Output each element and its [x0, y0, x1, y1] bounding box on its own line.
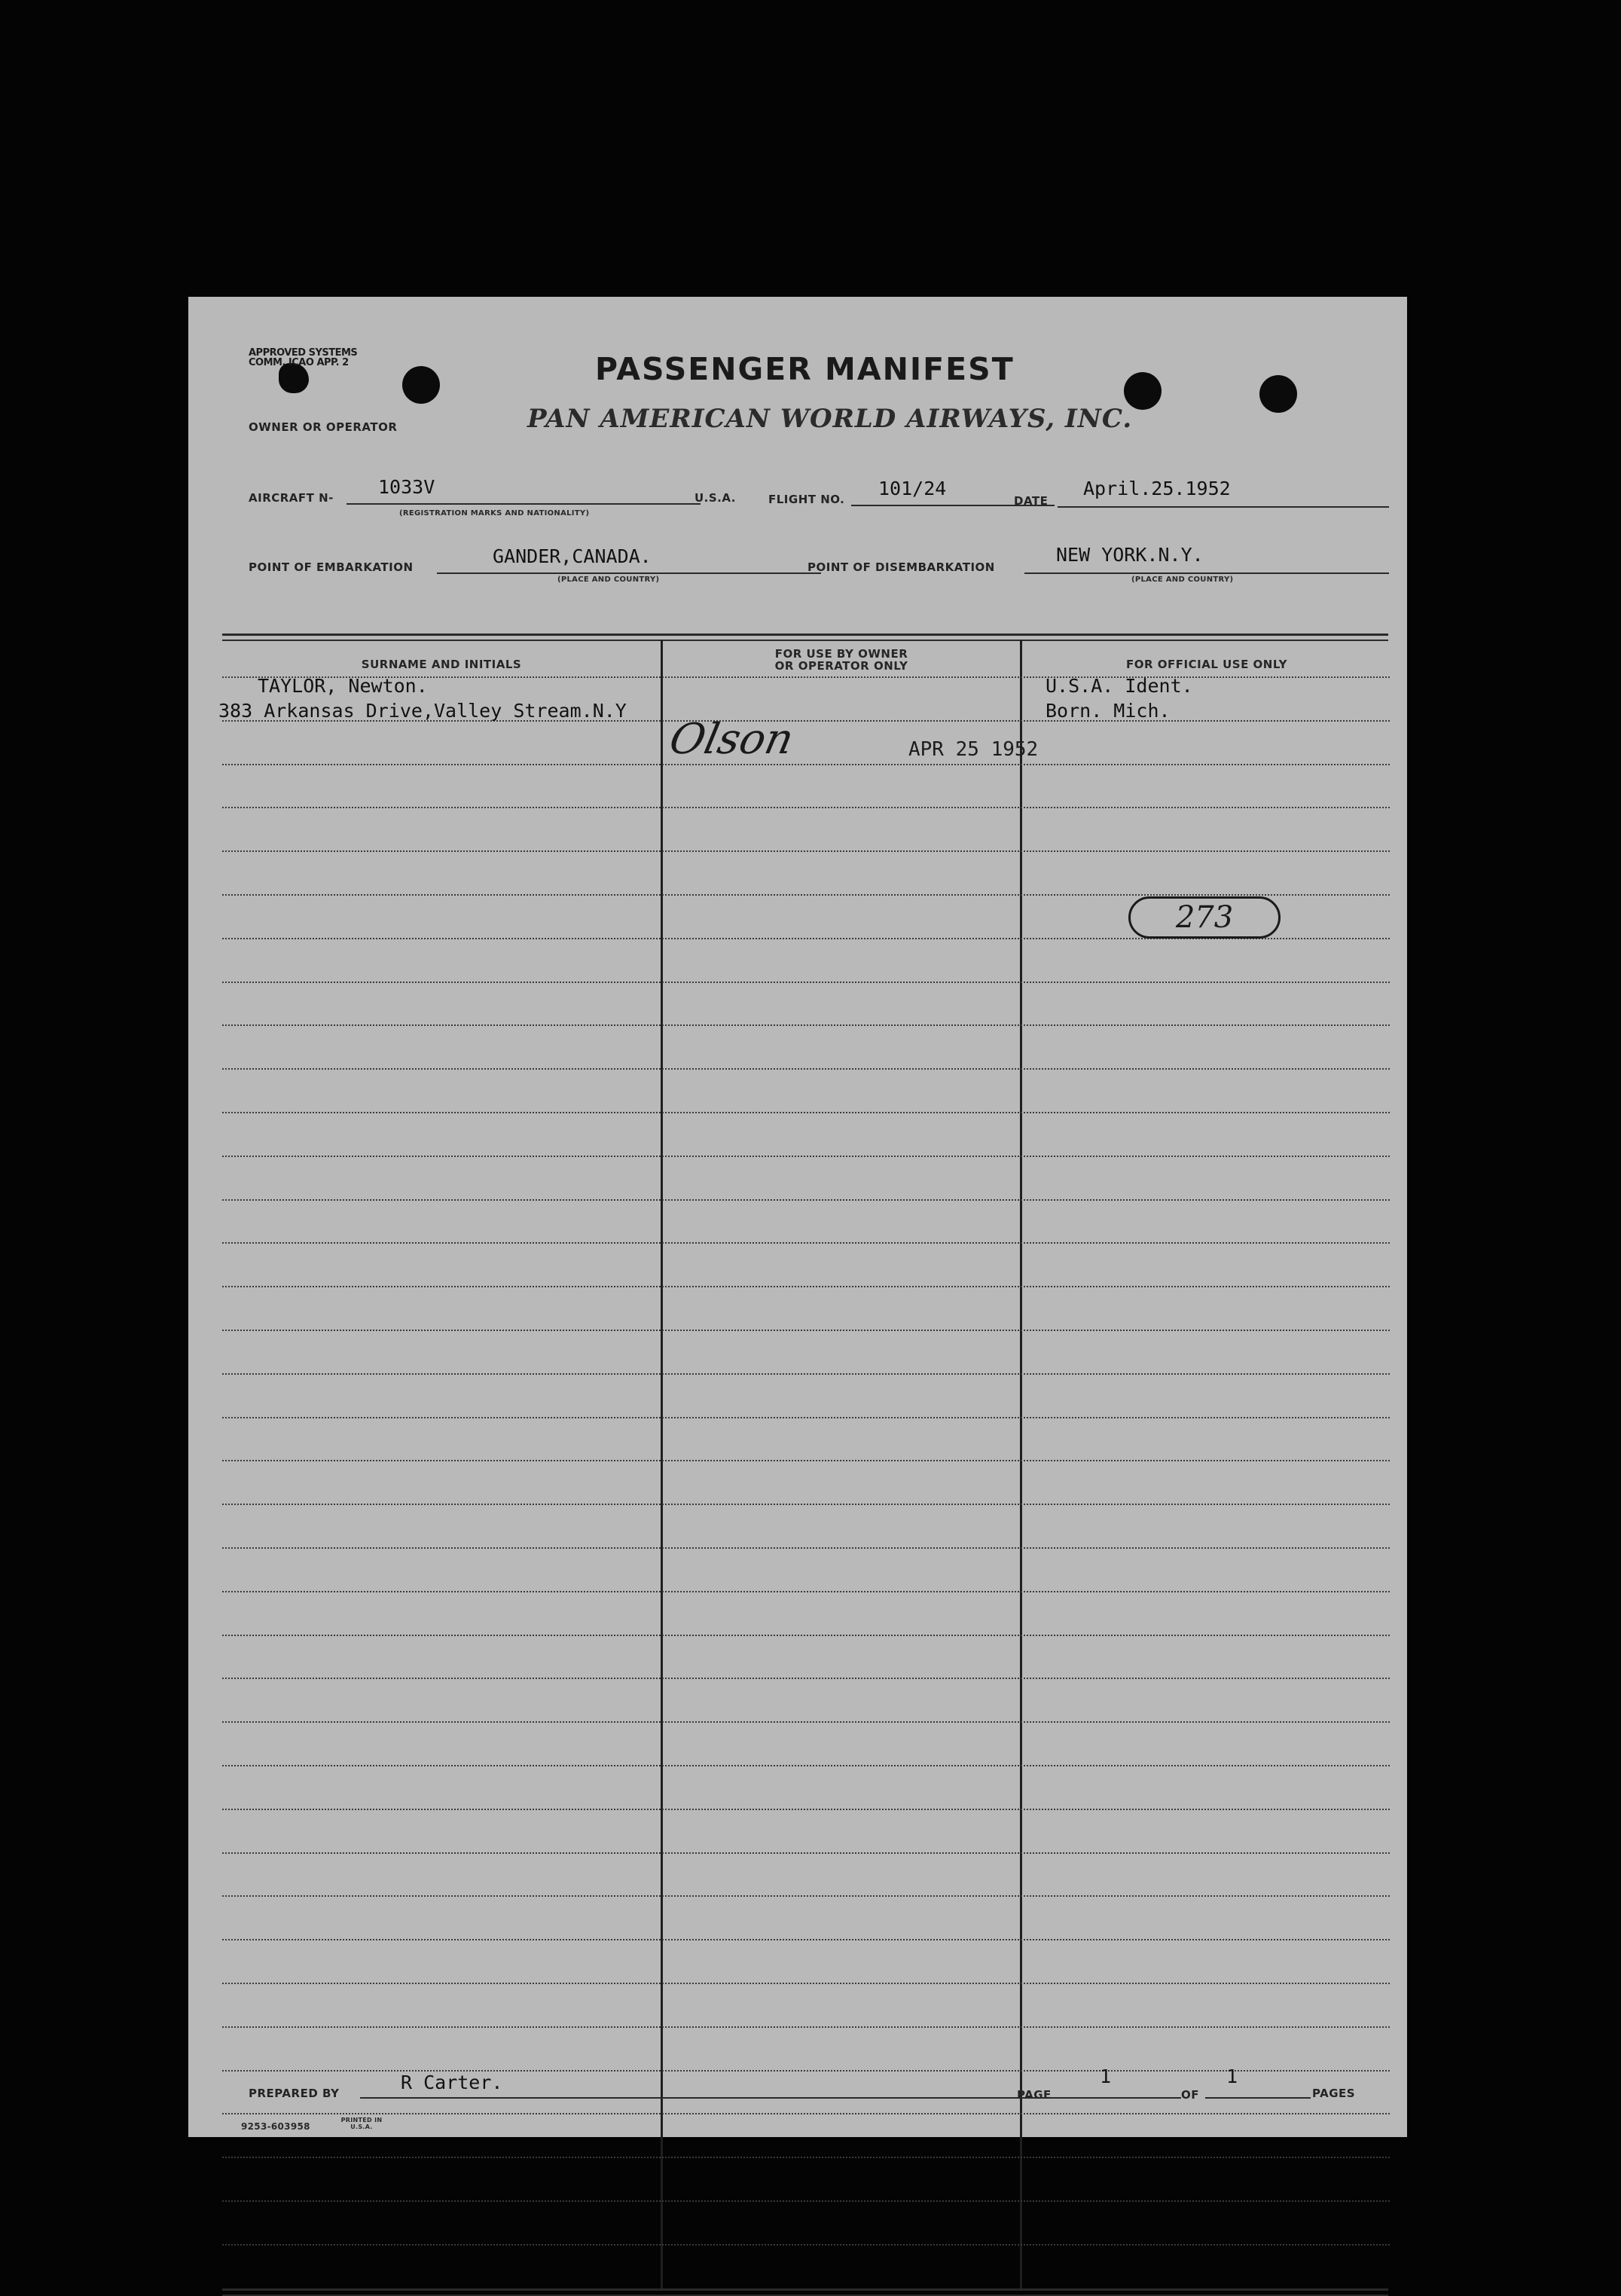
- disembark-value: NEW YORK.N.Y.: [1056, 544, 1204, 566]
- row-rule: [222, 1068, 1390, 1070]
- passenger-name: TAYLOR, Newton.: [258, 675, 428, 697]
- embark-value: GANDER,CANADA.: [493, 545, 652, 567]
- date-stamp: APR 25 1952: [908, 738, 1039, 761]
- embark-place-caption: (PLACE AND COUNTRY): [557, 576, 660, 584]
- pages-label: PAGES: [1312, 2087, 1356, 2100]
- of-value: 1: [1226, 2065, 1238, 2087]
- disembark-label: POINT OF DISEMBARKATION: [807, 560, 995, 574]
- row-rule: [222, 1591, 1390, 1592]
- row-rule: [222, 2200, 1390, 2202]
- row-rule: [222, 1809, 1390, 1810]
- row-rule: [222, 1460, 1390, 1461]
- row-rule: [222, 1242, 1390, 1244]
- column-divider: [661, 640, 663, 2290]
- disembark-place-caption: (PLACE AND COUNTRY): [1131, 576, 1234, 584]
- owner-signature: Olson: [665, 715, 798, 764]
- row-rule: [222, 1156, 1390, 1157]
- col-header-surname: SURNAME AND INITIALS: [361, 658, 522, 671]
- page-underline: [1061, 2097, 1181, 2099]
- row-rule: [222, 1199, 1390, 1201]
- page-label: PAGE: [1017, 2088, 1052, 2102]
- row-rule: [222, 1635, 1390, 1636]
- of-label: OF: [1181, 2088, 1199, 2102]
- flight-label: FLIGHT NO.: [768, 493, 845, 506]
- row-rule: [222, 1112, 1390, 1113]
- row-rule: [222, 1983, 1390, 1984]
- row-rule: [222, 1721, 1390, 1723]
- row-rule: [222, 894, 1390, 896]
- official-born: Born. Mich.: [1046, 700, 1171, 722]
- circled-number: [1128, 896, 1281, 939]
- col-header-owner-line1: FOR USE BY OWNER: [774, 647, 908, 661]
- row-rule: [222, 1765, 1390, 1766]
- of-underline: [1205, 2097, 1311, 2099]
- row-rule: [222, 2244, 1390, 2246]
- registration-caption: (REGISTRATION MARKS AND NATIONALITY): [399, 509, 590, 518]
- aircraft-underline: [346, 503, 701, 505]
- row-rule: [222, 1895, 1390, 1897]
- form-number: 9253-603958: [241, 2121, 310, 2132]
- official-ident: U.S.A. Ident.: [1046, 675, 1193, 697]
- circled-number-text: 273: [1175, 900, 1234, 935]
- printed-mark: PRINTED IN U.S.A.: [340, 2117, 383, 2130]
- date-label: DATE: [1014, 494, 1049, 508]
- flight-value: 101/24: [878, 478, 947, 499]
- usa-label: U.S.A.: [694, 491, 736, 505]
- row-rule: [222, 1373, 1390, 1375]
- table-top-rule: [222, 634, 1388, 636]
- date-underline: [1058, 506, 1389, 508]
- row-rule: [222, 2026, 1390, 2028]
- punch-hole: [402, 366, 440, 404]
- owner-label: OWNER OR OPERATOR: [249, 420, 398, 434]
- prepared-underline: [360, 2097, 1061, 2099]
- row-rule: [222, 1330, 1390, 1331]
- manifest-sheet: [188, 297, 1407, 2137]
- col-header-owner-line2: OR OPERATOR ONLY: [774, 659, 908, 673]
- row-rule: [222, 764, 1390, 765]
- prepared-value: R Carter.: [401, 2072, 503, 2093]
- date-value: April.25.1952: [1083, 478, 1231, 499]
- punch-hole: [1259, 375, 1297, 413]
- aircraft-value: 1033V: [378, 476, 435, 498]
- operator-name: PAN AMERICAN WORLD AIRWAYS, INC.: [527, 404, 1133, 434]
- prepared-label: PREPARED BY: [249, 2087, 340, 2100]
- row-rule: [222, 2070, 1390, 2072]
- disembark-underline: [1024, 572, 1389, 574]
- row-rule: [222, 1678, 1390, 1679]
- table-bottom-rule: [222, 2288, 1388, 2291]
- row-rule: [222, 1939, 1390, 1940]
- row-rule: [222, 1417, 1390, 1418]
- table-top-rule: [222, 640, 1388, 641]
- col-header-official: FOR OFFICIAL USE ONLY: [1126, 658, 1287, 671]
- form-title: PASSENGER MANIFEST: [595, 351, 1015, 387]
- row-rule: [222, 807, 1390, 808]
- row-rule: [222, 850, 1390, 852]
- page-value: 1: [1100, 2065, 1112, 2087]
- row-rule: [222, 1286, 1390, 1287]
- row-rule: [222, 1852, 1390, 1854]
- embark-label: POINT OF EMBARKATION: [249, 560, 414, 574]
- row-rule: [222, 2157, 1390, 2158]
- row-rule: [222, 982, 1390, 983]
- column-divider: [1020, 640, 1022, 2290]
- passenger-address: 383 Arkansas Drive,Valley Stream.N.Y: [218, 700, 627, 722]
- row-rule: [222, 2113, 1390, 2114]
- aircraft-label: AIRCRAFT N-: [249, 491, 334, 505]
- row-rule: [222, 1024, 1390, 1026]
- embark-underline: [437, 572, 821, 574]
- row-rule: [222, 1547, 1390, 1549]
- approved-block: APPROVED SYSTEMS COMM. ICAO APP. 2: [249, 347, 358, 368]
- row-rule: [222, 1504, 1390, 1505]
